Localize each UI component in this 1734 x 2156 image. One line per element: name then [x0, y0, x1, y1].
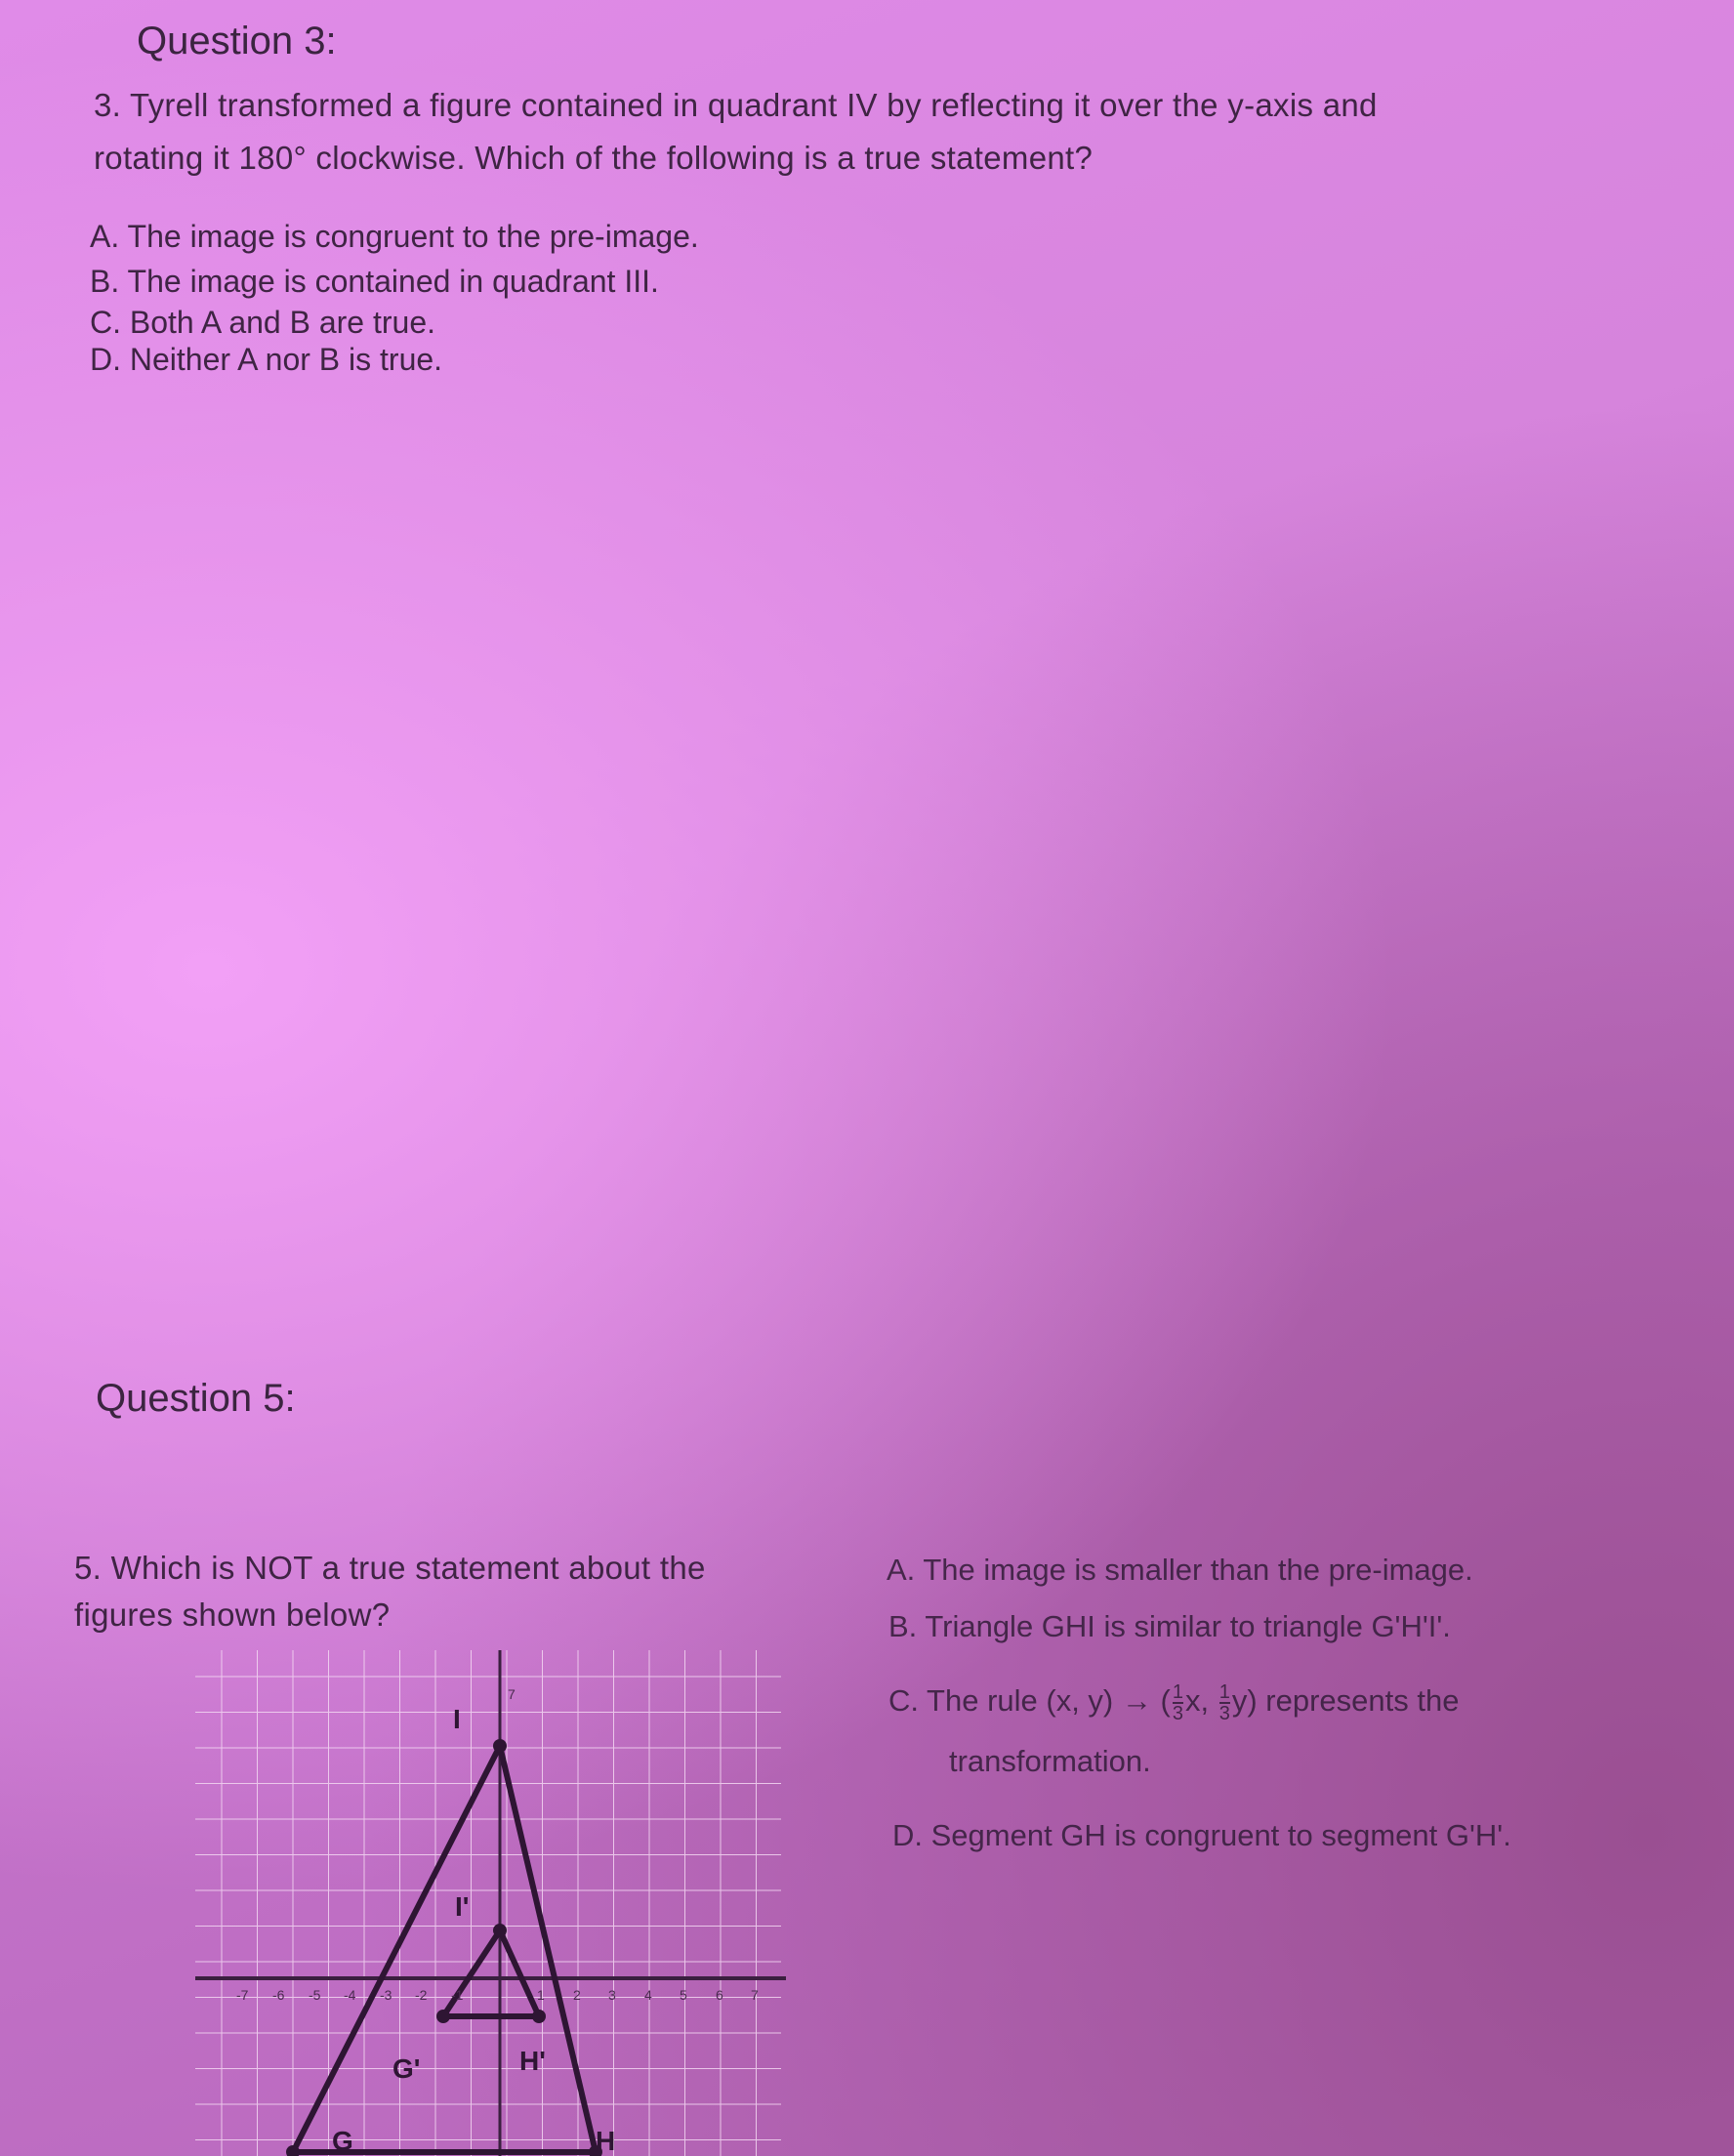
vertex-h-prime — [532, 2010, 546, 2023]
question-5-option-c-line2: transformation. — [949, 1744, 1151, 1778]
tick-x-3: 3 — [608, 1987, 616, 2003]
label-i: I — [453, 1704, 461, 1734]
rule-open-paren: ( — [1160, 1683, 1171, 1718]
tick-x-neg5: -5 — [309, 1987, 321, 2003]
tick-x-neg2: -2 — [415, 1987, 428, 2003]
tick-x-neg7: -7 — [236, 1987, 249, 2003]
rule-y: y — [1231, 1683, 1248, 1718]
question-5-option-d[interactable]: D. Segment GH is congruent to segment G'H'. — [892, 1818, 1511, 1852]
rule-close-paren: ) — [1247, 1683, 1258, 1718]
coordinate-grid-figure — [186, 1640, 810, 2156]
vertex-g-prime — [436, 2010, 450, 2023]
question-3-heading: Question 3: — [137, 20, 337, 62]
label-h-prime: H' — [519, 2046, 546, 2076]
tick-x-neg6: -6 — [272, 1987, 285, 2003]
label-i-prime: I' — [455, 1891, 470, 1922]
question-5-heading: Question 5: — [96, 1377, 296, 1420]
question-5-text-line2: figures shown below? — [74, 1596, 391, 1633]
tick-y-7: 7 — [508, 1686, 516, 1702]
tick-x-neg1: -1 — [451, 1987, 464, 2003]
question-3-option-b[interactable]: B. The image is contained in quadrant III. — [90, 264, 659, 299]
question-3-text-line1: 3. Tyrell transformed a figure contained in quadrant IV by reflecting it over the y-axis and — [94, 87, 1378, 123]
option-c-suffix: represents the — [1265, 1683, 1460, 1718]
vertex-i-prime — [493, 1924, 507, 1937]
tick-x-6: 6 — [716, 1987, 723, 2003]
question-3-text-line2: rotating it 180° clockwise. Which of the following is a true statement? — [94, 140, 1094, 176]
question-3-option-d[interactable]: D. Neither A nor B is true. — [90, 342, 443, 377]
question-3-option-a[interactable]: A. The image is congruent to the pre-image. — [90, 219, 699, 254]
option-c-prefix: C. The rule (x, y) → — [888, 1683, 1152, 1718]
rule-fraction-y: $\frac{1}{3}$ — [1218, 1680, 1230, 1724]
tick-x-neg4: -4 — [344, 1987, 356, 2003]
vertex-i — [493, 1739, 507, 1753]
tick-x-neg3: -3 — [380, 1987, 392, 2003]
label-g-prime: G' — [392, 2053, 421, 2084]
question-5-text-line1: 5. Which is NOT a true statement about the — [74, 1550, 706, 1586]
tick-x-5: 5 — [680, 1987, 687, 2003]
rule-x: x, — [1184, 1683, 1210, 1718]
question-5-option-c[interactable] — [888, 1681, 1459, 1723]
question-5-option-a[interactable]: A. The image is smaller than the pre-image. — [887, 1553, 1473, 1587]
question-3-option-c[interactable]: C. Both A and B are true. — [90, 305, 435, 340]
tick-x-2: 2 — [573, 1987, 581, 2003]
label-h: H — [596, 2126, 616, 2156]
question-5-option-b[interactable]: B. Triangle GHI is similar to triangle G'H'I'. — [888, 1609, 1451, 1643]
tick-x-7: 7 — [751, 1987, 759, 2003]
label-g: G — [332, 2126, 353, 2156]
tick-x-4: 4 — [644, 1987, 652, 2003]
rule-fraction-x: $\frac{1}{3}$ — [1172, 1680, 1183, 1724]
tick-x-1: 1 — [537, 1987, 545, 2003]
